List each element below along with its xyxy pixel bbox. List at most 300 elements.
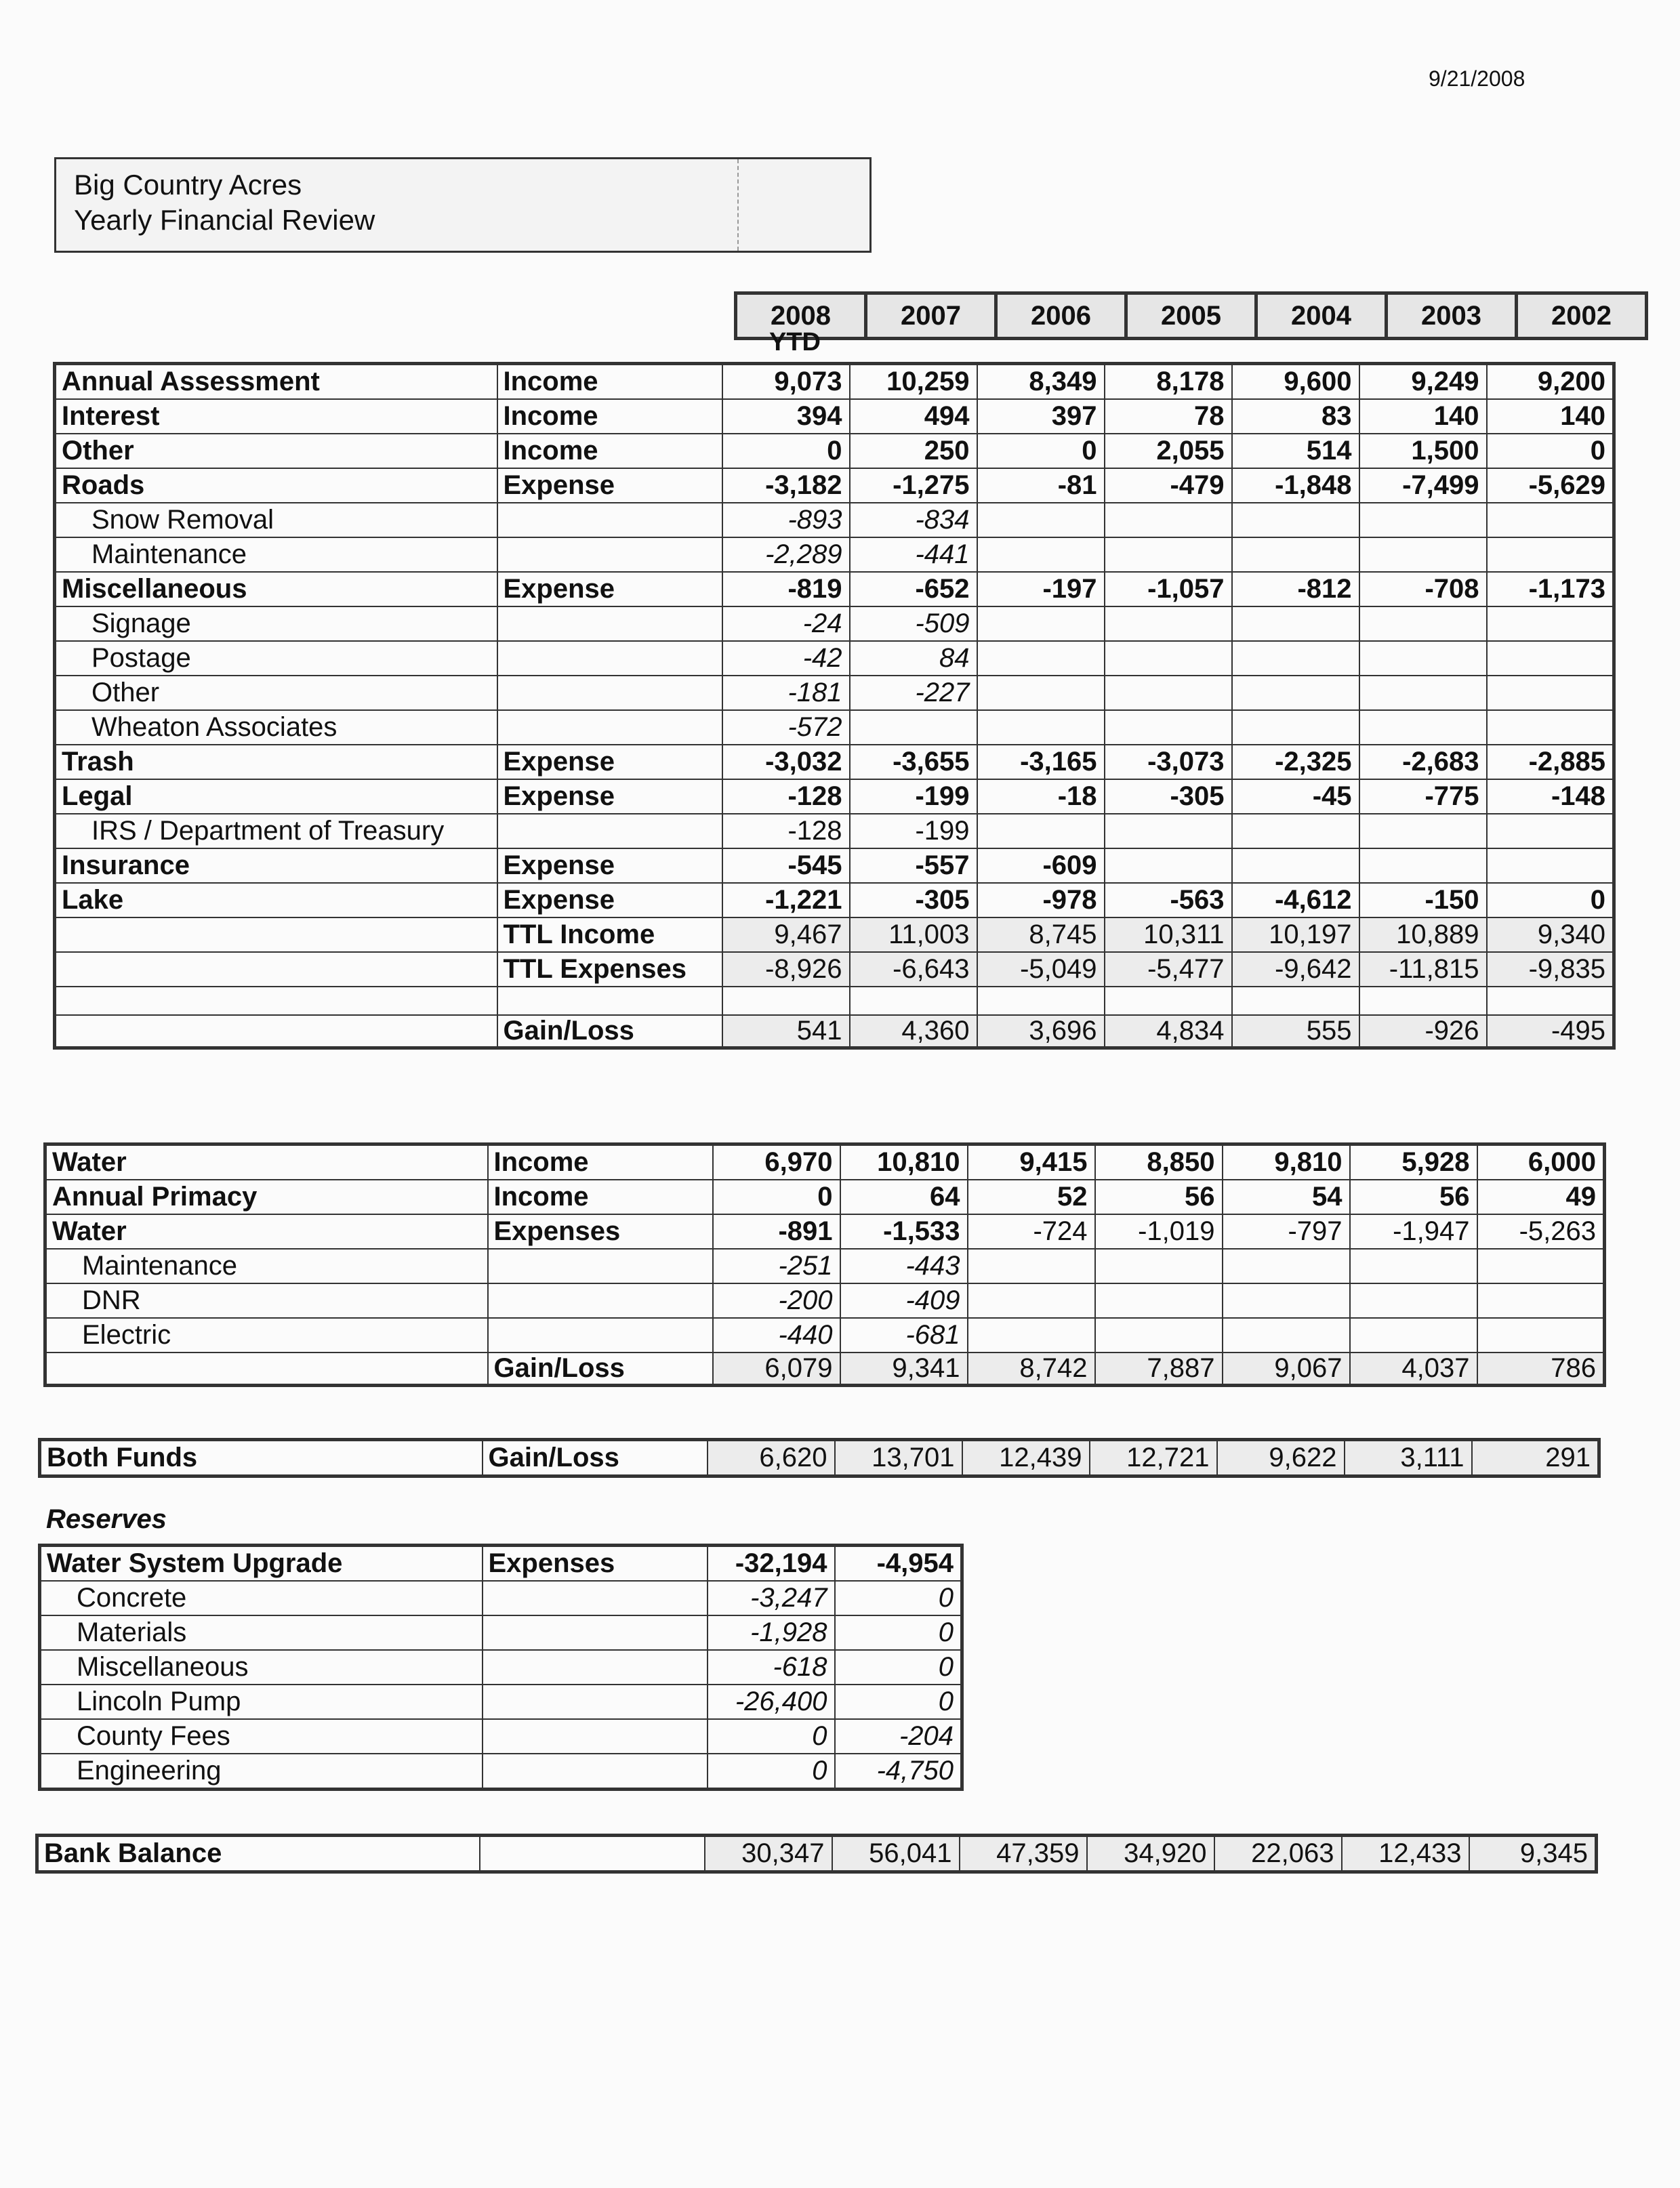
value-cell bbox=[1105, 606, 1232, 641]
row-label: DNR bbox=[45, 1283, 488, 1318]
row-type bbox=[497, 606, 722, 641]
table-row bbox=[55, 537, 1614, 572]
value-cell bbox=[1359, 606, 1487, 641]
org-name: Big Country Acres bbox=[74, 169, 302, 201]
value-cell: -227 bbox=[850, 676, 977, 710]
value-cell bbox=[1359, 814, 1487, 848]
table-row bbox=[55, 572, 1614, 606]
reserves-heading: Reserves bbox=[46, 1504, 167, 1534]
value-cell: 0 bbox=[722, 434, 850, 468]
value-cell: -200 bbox=[713, 1283, 840, 1318]
water-fund-table bbox=[43, 1142, 1606, 1387]
value-cell: 0 bbox=[1487, 434, 1614, 468]
row-label: Miscellaneous bbox=[40, 1650, 483, 1685]
value-cell: -181 bbox=[722, 676, 850, 710]
value-cell: 47,359 bbox=[960, 1836, 1087, 1872]
row-type: TTL Income bbox=[497, 917, 722, 952]
value-cell bbox=[1232, 987, 1359, 1015]
value-cell: -1,275 bbox=[850, 468, 977, 503]
row-label: Water System Upgrade bbox=[40, 1546, 483, 1582]
value-cell bbox=[1232, 676, 1359, 710]
value-cell bbox=[1223, 1318, 1350, 1353]
value-cell: 397 bbox=[977, 399, 1105, 434]
value-cell bbox=[1232, 606, 1359, 641]
row-type: Income bbox=[497, 364, 722, 400]
value-cell: -150 bbox=[1359, 883, 1487, 917]
value-cell bbox=[1477, 1283, 1605, 1318]
value-cell: -609 bbox=[977, 848, 1105, 883]
row-label bbox=[55, 1015, 497, 1048]
value-cell: -5,477 bbox=[1105, 952, 1232, 987]
value-cell bbox=[1232, 710, 1359, 745]
value-cell: 9,341 bbox=[840, 1353, 968, 1386]
value-cell: 64 bbox=[840, 1180, 968, 1214]
table-row bbox=[45, 1283, 1605, 1318]
table-row bbox=[55, 503, 1614, 537]
value-cell bbox=[1359, 987, 1487, 1015]
row-type bbox=[483, 1650, 708, 1685]
table-row bbox=[40, 1685, 962, 1719]
row-type bbox=[497, 987, 722, 1015]
value-cell: -708 bbox=[1359, 572, 1487, 606]
row-label: Other bbox=[55, 676, 497, 710]
value-cell: 30,347 bbox=[705, 1836, 832, 1872]
value-cell: -4,750 bbox=[835, 1754, 962, 1790]
value-cell bbox=[1232, 503, 1359, 537]
value-cell: -509 bbox=[850, 606, 977, 641]
value-cell: -305 bbox=[1105, 779, 1232, 814]
year-header-cell: 2006 bbox=[996, 293, 1126, 339]
row-label: Interest bbox=[55, 399, 497, 434]
title-divider bbox=[737, 159, 739, 251]
row-type bbox=[497, 537, 722, 572]
value-cell: -3,247 bbox=[708, 1581, 835, 1615]
table-row bbox=[55, 745, 1614, 779]
row-type bbox=[483, 1754, 708, 1790]
value-cell bbox=[1359, 537, 1487, 572]
table-row bbox=[55, 883, 1614, 917]
value-cell: 84 bbox=[850, 641, 977, 676]
value-cell: -409 bbox=[840, 1283, 968, 1318]
value-cell: 12,721 bbox=[1090, 1440, 1217, 1477]
row-label: County Fees bbox=[40, 1719, 483, 1754]
value-cell: 9,073 bbox=[722, 364, 850, 400]
value-cell: -199 bbox=[850, 814, 977, 848]
value-cell bbox=[968, 1318, 1095, 1353]
row-type: Income bbox=[497, 434, 722, 468]
general-fund-table bbox=[53, 362, 1616, 1050]
value-cell: 10,889 bbox=[1359, 917, 1487, 952]
value-cell: 250 bbox=[850, 434, 977, 468]
value-cell: -3,655 bbox=[850, 745, 977, 779]
row-label: Materials bbox=[40, 1615, 483, 1650]
value-cell: -834 bbox=[850, 503, 977, 537]
value-cell bbox=[1487, 676, 1614, 710]
value-cell: 4,834 bbox=[1105, 1015, 1232, 1048]
value-cell: -618 bbox=[708, 1650, 835, 1685]
table-row bbox=[55, 468, 1614, 503]
value-cell: 140 bbox=[1487, 399, 1614, 434]
row-label: Annual Assessment bbox=[55, 364, 497, 400]
value-cell bbox=[850, 987, 977, 1015]
value-cell: 555 bbox=[1232, 1015, 1359, 1048]
value-cell: 1,500 bbox=[1359, 434, 1487, 468]
value-cell: -563 bbox=[1105, 883, 1232, 917]
value-cell: 9,340 bbox=[1487, 917, 1614, 952]
value-cell: 9,067 bbox=[1223, 1353, 1350, 1386]
row-type bbox=[497, 503, 722, 537]
reserves-table bbox=[38, 1544, 964, 1791]
value-cell: -891 bbox=[713, 1214, 840, 1249]
value-cell bbox=[1487, 814, 1614, 848]
value-cell: -557 bbox=[850, 848, 977, 883]
value-cell bbox=[1359, 848, 1487, 883]
year-header-cell: 2007 bbox=[866, 293, 996, 339]
row-type bbox=[497, 710, 722, 745]
row-type: Expense bbox=[497, 745, 722, 779]
value-cell: -5,629 bbox=[1487, 468, 1614, 503]
value-cell: -11,815 bbox=[1359, 952, 1487, 987]
row-type bbox=[497, 814, 722, 848]
value-cell: 7,887 bbox=[1095, 1353, 1223, 1386]
value-cell: -978 bbox=[977, 883, 1105, 917]
value-cell: 2,055 bbox=[1105, 434, 1232, 468]
value-cell: -204 bbox=[835, 1719, 962, 1754]
value-cell: 10,810 bbox=[840, 1144, 968, 1180]
table-row bbox=[45, 1180, 1605, 1214]
value-cell: 6,000 bbox=[1477, 1144, 1605, 1180]
value-cell: 0 bbox=[835, 1685, 962, 1719]
row-type: Gain/Loss bbox=[483, 1440, 708, 1477]
table-row bbox=[55, 917, 1614, 952]
row-type bbox=[483, 1581, 708, 1615]
row-type bbox=[483, 1719, 708, 1754]
row-type bbox=[488, 1283, 713, 1318]
value-cell bbox=[1487, 848, 1614, 883]
value-cell: -545 bbox=[722, 848, 850, 883]
row-type bbox=[488, 1249, 713, 1283]
value-cell: -797 bbox=[1223, 1214, 1350, 1249]
value-cell bbox=[1359, 676, 1487, 710]
value-cell: 6,970 bbox=[713, 1144, 840, 1180]
value-cell: -197 bbox=[977, 572, 1105, 606]
value-cell bbox=[968, 1249, 1095, 1283]
year-header bbox=[734, 291, 1648, 340]
row-label: Engineering bbox=[40, 1754, 483, 1790]
value-cell: -8,926 bbox=[722, 952, 850, 987]
value-cell: 9,415 bbox=[968, 1144, 1095, 1180]
table-row bbox=[55, 710, 1614, 745]
row-label: Maintenance bbox=[45, 1249, 488, 1283]
year-header-cell: 2003 bbox=[1387, 293, 1517, 339]
value-cell: 3,111 bbox=[1345, 1440, 1472, 1477]
row-type: Expense bbox=[497, 572, 722, 606]
row-type: Income bbox=[497, 399, 722, 434]
row-label bbox=[55, 987, 497, 1015]
value-cell: -199 bbox=[850, 779, 977, 814]
value-cell: -305 bbox=[850, 883, 977, 917]
row-type: Expenses bbox=[483, 1546, 708, 1582]
value-cell bbox=[1223, 1283, 1350, 1318]
value-cell: -1,019 bbox=[1095, 1214, 1223, 1249]
row-label bbox=[55, 952, 497, 987]
value-cell: -128 bbox=[722, 779, 850, 814]
value-cell: 0 bbox=[1487, 883, 1614, 917]
row-label: Legal bbox=[55, 779, 497, 814]
row-label: Water bbox=[45, 1144, 488, 1180]
row-type bbox=[480, 1836, 705, 1872]
value-cell: 0 bbox=[977, 434, 1105, 468]
value-cell: 83 bbox=[1232, 399, 1359, 434]
value-cell: 4,360 bbox=[850, 1015, 977, 1048]
value-cell: -7,499 bbox=[1359, 468, 1487, 503]
value-cell: 34,920 bbox=[1087, 1836, 1214, 1872]
value-cell: 56,041 bbox=[832, 1836, 960, 1872]
row-label: Concrete bbox=[40, 1581, 483, 1615]
value-cell: -3,182 bbox=[722, 468, 850, 503]
value-cell bbox=[1095, 1318, 1223, 1353]
value-cell bbox=[977, 503, 1105, 537]
table-row bbox=[55, 779, 1614, 814]
table-row bbox=[55, 848, 1614, 883]
value-cell bbox=[977, 537, 1105, 572]
value-cell: -5,049 bbox=[977, 952, 1105, 987]
value-cell bbox=[1105, 676, 1232, 710]
value-cell: 514 bbox=[1232, 434, 1359, 468]
value-cell: -24 bbox=[722, 606, 850, 641]
value-cell: -32,194 bbox=[708, 1546, 835, 1582]
value-cell bbox=[1487, 641, 1614, 676]
value-cell: -9,642 bbox=[1232, 952, 1359, 987]
row-label: Electric bbox=[45, 1318, 488, 1353]
row-type bbox=[497, 641, 722, 676]
value-cell: -18 bbox=[977, 779, 1105, 814]
row-label: Lincoln Pump bbox=[40, 1685, 483, 1719]
value-cell bbox=[1223, 1249, 1350, 1283]
value-cell bbox=[1487, 503, 1614, 537]
value-cell bbox=[977, 987, 1105, 1015]
value-cell: -1,533 bbox=[840, 1214, 968, 1249]
value-cell: 3,696 bbox=[977, 1015, 1105, 1048]
value-cell bbox=[1232, 641, 1359, 676]
value-cell: -4,954 bbox=[835, 1546, 962, 1582]
row-label: Water bbox=[45, 1214, 488, 1249]
row-label: Miscellaneous bbox=[55, 572, 497, 606]
table-row bbox=[40, 1615, 962, 1650]
value-cell: 9,200 bbox=[1487, 364, 1614, 400]
value-cell: -128 bbox=[722, 814, 850, 848]
table-row bbox=[55, 952, 1614, 987]
value-cell: -2,885 bbox=[1487, 745, 1614, 779]
value-cell: 0 bbox=[835, 1615, 962, 1650]
value-cell: 5,928 bbox=[1350, 1144, 1477, 1180]
value-cell: 9,467 bbox=[722, 917, 850, 952]
value-cell: 4,037 bbox=[1350, 1353, 1477, 1386]
value-cell: -1,173 bbox=[1487, 572, 1614, 606]
value-cell: -572 bbox=[722, 710, 850, 745]
value-cell: 10,311 bbox=[1105, 917, 1232, 952]
table-row bbox=[55, 1015, 1614, 1048]
value-cell: 494 bbox=[850, 399, 977, 434]
value-cell: 0 bbox=[708, 1754, 835, 1790]
value-cell: 10,259 bbox=[850, 364, 977, 400]
row-label: Annual Primacy bbox=[45, 1180, 488, 1214]
row-label bbox=[55, 917, 497, 952]
value-cell: 6,620 bbox=[708, 1440, 835, 1477]
table-row bbox=[45, 1214, 1605, 1249]
row-label: Maintenance bbox=[55, 537, 497, 572]
year-header-cell: 2002 bbox=[1517, 293, 1647, 339]
table-row bbox=[55, 399, 1614, 434]
row-type: Income bbox=[488, 1144, 713, 1180]
row-label: Postage bbox=[55, 641, 497, 676]
table-row bbox=[55, 676, 1614, 710]
value-cell: 9,249 bbox=[1359, 364, 1487, 400]
value-cell bbox=[1232, 848, 1359, 883]
value-cell bbox=[1350, 1249, 1477, 1283]
value-cell: -3,165 bbox=[977, 745, 1105, 779]
year-header-cell: 2005 bbox=[1126, 293, 1256, 339]
value-cell bbox=[1487, 537, 1614, 572]
value-cell: 0 bbox=[713, 1180, 840, 1214]
value-cell bbox=[1105, 537, 1232, 572]
value-cell bbox=[1095, 1283, 1223, 1318]
value-cell: 22,063 bbox=[1214, 1836, 1342, 1872]
table-row bbox=[55, 434, 1614, 468]
value-cell: 0 bbox=[835, 1650, 962, 1685]
table-row bbox=[40, 1440, 1599, 1477]
row-type: Expense bbox=[497, 883, 722, 917]
row-type: TTL Expenses bbox=[497, 952, 722, 987]
value-cell: -479 bbox=[1105, 468, 1232, 503]
row-label bbox=[45, 1353, 488, 1386]
value-cell: -42 bbox=[722, 641, 850, 676]
value-cell: 0 bbox=[835, 1581, 962, 1615]
value-cell bbox=[977, 641, 1105, 676]
table-row bbox=[55, 641, 1614, 676]
value-cell: -251 bbox=[713, 1249, 840, 1283]
value-cell: -775 bbox=[1359, 779, 1487, 814]
value-cell bbox=[1350, 1283, 1477, 1318]
year-header-cell: 2004 bbox=[1256, 293, 1387, 339]
value-cell: -3,032 bbox=[722, 745, 850, 779]
value-cell: 12,433 bbox=[1342, 1836, 1469, 1872]
value-cell: -724 bbox=[968, 1214, 1095, 1249]
value-cell: -5,263 bbox=[1477, 1214, 1605, 1249]
bank-balance-table bbox=[35, 1834, 1598, 1874]
row-type: Income bbox=[488, 1180, 713, 1214]
value-cell: -45 bbox=[1232, 779, 1359, 814]
value-cell bbox=[1359, 710, 1487, 745]
value-cell: -812 bbox=[1232, 572, 1359, 606]
table-row bbox=[55, 814, 1614, 848]
value-cell: 394 bbox=[722, 399, 850, 434]
value-cell: 9,600 bbox=[1232, 364, 1359, 400]
value-cell: 140 bbox=[1359, 399, 1487, 434]
value-cell bbox=[1487, 710, 1614, 745]
value-cell bbox=[1095, 1249, 1223, 1283]
value-cell bbox=[977, 814, 1105, 848]
value-cell bbox=[1232, 814, 1359, 848]
value-cell: 78 bbox=[1105, 399, 1232, 434]
value-cell: -1,848 bbox=[1232, 468, 1359, 503]
value-cell bbox=[1105, 641, 1232, 676]
value-cell: -2,683 bbox=[1359, 745, 1487, 779]
table-row bbox=[45, 1249, 1605, 1283]
table-row bbox=[40, 1719, 962, 1754]
value-cell: -495 bbox=[1487, 1015, 1614, 1048]
both-funds-table bbox=[38, 1438, 1601, 1478]
value-cell: -1,221 bbox=[722, 883, 850, 917]
value-cell: -819 bbox=[722, 572, 850, 606]
value-cell: 10,197 bbox=[1232, 917, 1359, 952]
report-title: Yearly Financial Review bbox=[74, 204, 375, 236]
value-cell bbox=[1350, 1318, 1477, 1353]
row-type bbox=[483, 1615, 708, 1650]
value-cell bbox=[722, 987, 850, 1015]
table-row bbox=[45, 1353, 1605, 1386]
value-cell: -2,289 bbox=[722, 537, 850, 572]
value-cell: -681 bbox=[840, 1318, 968, 1353]
value-cell: -4,612 bbox=[1232, 883, 1359, 917]
value-cell: -443 bbox=[840, 1249, 968, 1283]
row-type: Gain/Loss bbox=[497, 1015, 722, 1048]
row-type bbox=[488, 1318, 713, 1353]
value-cell: 0 bbox=[708, 1719, 835, 1754]
value-cell: -148 bbox=[1487, 779, 1614, 814]
row-label: Roads bbox=[55, 468, 497, 503]
value-cell: -926 bbox=[1359, 1015, 1487, 1048]
row-label: Trash bbox=[55, 745, 497, 779]
value-cell: 56 bbox=[1350, 1180, 1477, 1214]
value-cell bbox=[977, 606, 1105, 641]
value-cell bbox=[1105, 848, 1232, 883]
value-cell: -2,325 bbox=[1232, 745, 1359, 779]
row-label: Snow Removal bbox=[55, 503, 497, 537]
value-cell bbox=[1359, 641, 1487, 676]
row-label: IRS / Department of Treasury bbox=[55, 814, 497, 848]
value-cell: -652 bbox=[850, 572, 977, 606]
value-cell: 8,850 bbox=[1095, 1144, 1223, 1180]
table-row bbox=[45, 1144, 1605, 1180]
row-label: Both Funds bbox=[40, 1440, 483, 1477]
value-cell: -6,643 bbox=[850, 952, 977, 987]
value-cell: 6,079 bbox=[713, 1353, 840, 1386]
table-row bbox=[37, 1836, 1597, 1872]
value-cell: -3,073 bbox=[1105, 745, 1232, 779]
value-cell: 8,349 bbox=[977, 364, 1105, 400]
ytd-label: YTD bbox=[769, 328, 821, 356]
value-cell bbox=[1487, 606, 1614, 641]
value-cell bbox=[1105, 814, 1232, 848]
table-row bbox=[40, 1581, 962, 1615]
value-cell: -1,057 bbox=[1105, 572, 1232, 606]
value-cell bbox=[1105, 503, 1232, 537]
value-cell: 52 bbox=[968, 1180, 1095, 1214]
row-label: Wheaton Associates bbox=[55, 710, 497, 745]
value-cell: -440 bbox=[713, 1318, 840, 1353]
value-cell bbox=[1105, 987, 1232, 1015]
row-type bbox=[483, 1685, 708, 1719]
value-cell: 291 bbox=[1472, 1440, 1599, 1477]
row-label: Bank Balance bbox=[37, 1836, 480, 1872]
value-cell bbox=[968, 1283, 1095, 1318]
value-cell: -81 bbox=[977, 468, 1105, 503]
value-cell: -9,835 bbox=[1487, 952, 1614, 987]
value-cell: 8,178 bbox=[1105, 364, 1232, 400]
row-type: Expense bbox=[497, 468, 722, 503]
value-cell bbox=[1477, 1318, 1605, 1353]
